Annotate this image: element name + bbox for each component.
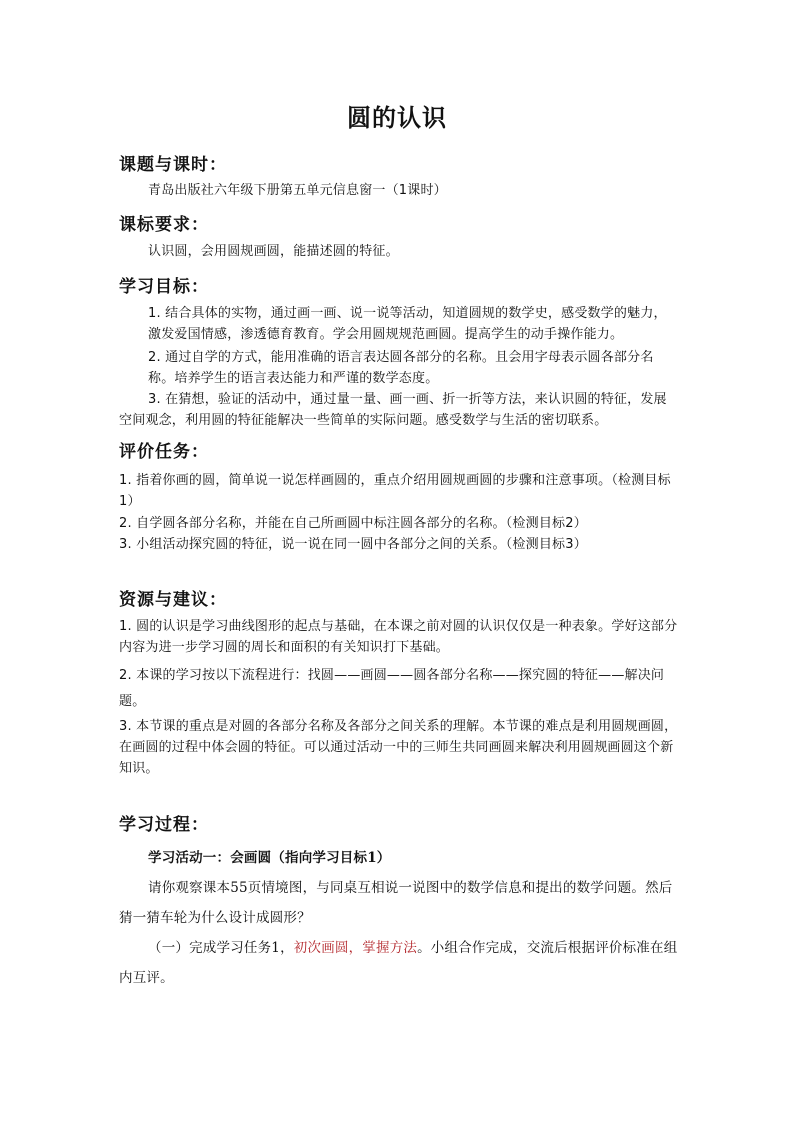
evaluation-item-2: 2. 自学圆各部分名称，并能在自己所画圆中标注圆各部分的名称。（检测目标2） <box>119 516 587 531</box>
standards-text: 认识圆，会用圆规画圆，能描述圆的特征。 <box>148 244 399 259</box>
topic-text: 青岛出版社六年级下册第五单元信息窗一（1课时） <box>148 183 447 198</box>
highlighted-text: 初次画圆，掌握方法 <box>293 940 418 956</box>
section-heading-topic: 课题与课时： <box>119 155 227 175</box>
activity-paragraph-2 <box>119 933 679 993</box>
section-heading-standards: 课标要求： <box>119 215 209 235</box>
evaluation-item-3: 3. 小组活动探究圆的特征，说一说在同一圆中各部分之间的关系。（检测目标3） <box>119 537 587 552</box>
section-heading-process: 学习过程： <box>119 815 209 835</box>
objective-item-3: 3. 在猜想，验证的活动中，通过量一量、画一画、折一折等方法，来认识圆的特征，发展空间观念，利用圆的特征能解决一些简单的实际问题。感受数学与生活的密切联系。 <box>119 392 667 428</box>
activity-paragraph-1: 请你观察课本55页情境图，与同桌互相说一说图中的数学信息和提出的数学问题。然后猜一猜车轮为什么设计成圆形？ <box>119 880 673 926</box>
task-lead-text: （一）完成学习任务1， <box>148 940 294 956</box>
section-heading-resources: 资源与建议： <box>119 590 227 610</box>
resource-item-3: 3. 本节课的重点是对圆的各部分名称及各部分之间关系的理解。本节课的难点是利用圆规画圆，在画圆的过程中体会圆的特征。可以通过活动一中的三师生共同画圆来解决利用圆规画圆这个新知识。 <box>119 719 678 776</box>
evaluation-item-1: 1. 指着你画的圆，简单说一说怎样画圆的，重点介绍用圆规画圆的步骤和注意事项。（检测目标1） <box>119 473 671 509</box>
section-heading-evaluation: 评价任务： <box>119 442 209 462</box>
objective-item-2: 2. 通过自学的方式，能用准确的语言表达圆各部分的名称。且会用字母表示圆各部分名称。培养学生的语言表达能力和严谨的数学态度。 <box>148 350 654 386</box>
resource-item-1: 1. 圆的认识是学习曲线图形的起点与基础，在本课之前对圆的认识仅仅是一种表象。学好这部分内容为进一步学习圆的周长和面积的有关知识打下基础。 <box>119 619 678 655</box>
objective-item-1: 1. 结合具体的实物，通过画一画、说一说等活动，知道圆规的数学史，感受数学的魅力，激发爱国情感，渗透德育教育。学会用圆规规范画圆。提高学生的动手操作能力。 <box>148 306 667 342</box>
resource-item-2: 2. 本课的学习按以下流程进行：找圆——画圆——圆各部分名称——探究圆的特征——解决问题。 <box>119 668 665 709</box>
section-heading-objectives: 学习目标： <box>119 277 209 297</box>
task-tail-text: 。小组合作完成，交流后根据评价标准在组内互评。 <box>119 940 678 986</box>
page-title: 圆的认识 <box>347 103 447 132</box>
activity-title: 学习活动一：会画圆（指向学习目标1） <box>148 850 391 866</box>
